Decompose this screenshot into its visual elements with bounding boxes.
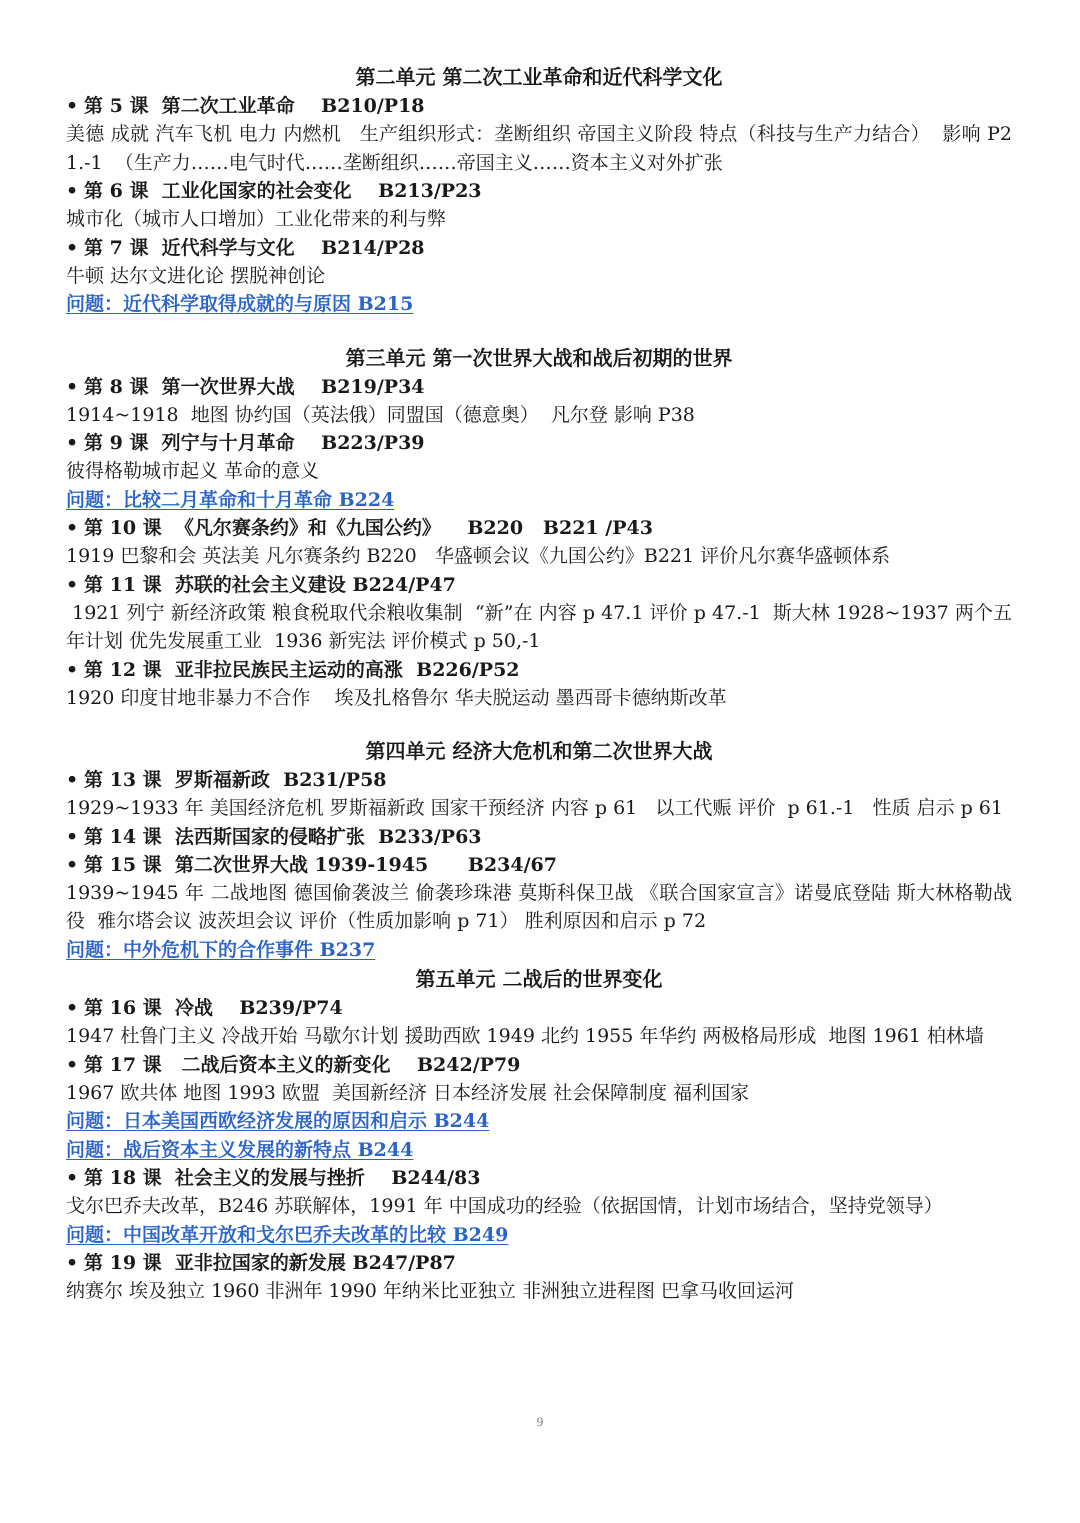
bullet-icon: • xyxy=(66,825,79,848)
lesson-heading xyxy=(66,1249,1012,1277)
bullet-icon: • xyxy=(66,997,79,1019)
lesson-heading xyxy=(66,514,1012,542)
lesson-title: 第 17 课 二战后资本主义的新变化 B242/P79 xyxy=(84,1053,521,1076)
unit-spacer xyxy=(66,712,1012,736)
unit-spacer xyxy=(66,319,1012,343)
question-link[interactable]: 问题：比较二月革命和十月革命 B224 xyxy=(66,488,395,511)
unit-section xyxy=(66,62,1012,319)
question-link[interactable]: 问题：日本美国西欧经济发展的原因和启示 B244 xyxy=(66,1110,490,1132)
unit-title: 第五单元 二战后的世界变化 xyxy=(415,967,663,991)
lesson-notes: 1914~1918 地图 协约国（英法俄）同盟国（德意奥） 凡尔登 影响 P38 xyxy=(66,403,695,426)
unit-title: 第四单元 经济大危机和第二次世界大战 xyxy=(365,739,713,763)
bullet-icon: • xyxy=(66,573,79,596)
bullet-icon: • xyxy=(66,1252,79,1274)
lesson-notes: 纳赛尔 埃及独立 1960 非洲年 1990 年纳米比亚独立 非洲独立进程图 巴拿马收回运河 xyxy=(66,1280,794,1302)
lesson-title: 第 11 课 苏联的社会主义建设 B224/P47 xyxy=(84,573,456,596)
lesson-title: 第 5 课 第二次工业革命 B210/P18 xyxy=(84,95,425,117)
bullet-icon: • xyxy=(66,375,79,398)
lesson-heading xyxy=(66,234,1012,262)
lesson-title: 第 7 课 近代科学与文化 B214/P28 xyxy=(84,236,425,259)
bullet-icon: • xyxy=(66,769,79,791)
lesson-title: 第 16 课 冷战 B239/P74 xyxy=(84,997,343,1019)
lesson-title: 第 19 课 亚非拉国家的新发展 B247/P87 xyxy=(84,1252,456,1274)
page-number: 9 xyxy=(536,1414,544,1429)
lesson-title: 第 18 课 社会主义的发展与挫折 B244/83 xyxy=(84,1167,481,1189)
lesson-title: 第 14 课 法西斯国家的侵略扩张 B233/P63 xyxy=(84,825,482,848)
lesson-heading xyxy=(66,177,1012,205)
lesson-notes: 美德 成就 汽车飞机 电力 内燃机 生产组织形式：垄断组织 帝国主义阶段 特点（科技与生产力结合） 影响 P21.-1 （生产力……电气时代……垄断组织……帝国主义……资本主义对外扩张 xyxy=(66,123,1012,174)
lesson-title: 第 6 课 工业化国家的社会变化 B213/P23 xyxy=(84,180,482,202)
unit-section xyxy=(66,736,1012,964)
lesson-notes: 牛顿 达尔文进化论 摆脱神创论 xyxy=(66,264,326,287)
bullet-icon: • xyxy=(66,236,79,259)
lesson-notes: 戈尔巴乔夫改革，B246 苏联解体，1991 年 中国成功的经验（依据国情，计划市场结合，坚持党领导） xyxy=(66,1195,943,1217)
unit-title: 第二单元 第二次工业革命和近代科学文化 xyxy=(355,65,723,89)
lesson-notes: 彼得格勒城市起义 革命的意义 xyxy=(66,460,320,482)
unit-section xyxy=(66,343,1012,713)
question-link[interactable]: 问题：中国改革开放和戈尔巴乔夫改革的比较 B249 xyxy=(66,1223,509,1246)
question-link[interactable]: 问题：近代科学取得成就的与原因 B215 xyxy=(66,293,414,315)
lesson-notes: 1921 列宁 新经济政策 粮食税取代余粮收集制 “新”在 内容 p 47.1 评价 p 47.-1 斯大林 1928~1937 两个五年计划 优先发展重工业 1936 新宪法 评价模式 p 50,-1 xyxy=(66,601,1013,652)
lesson-heading xyxy=(66,429,1012,457)
lesson-notes: 城市化（城市人口增加）工业化带来的利与弊 xyxy=(66,208,447,230)
question-line xyxy=(66,936,1012,965)
lesson-title: 第 8 课 第一次世界大战 B219/P34 xyxy=(84,375,425,398)
lesson-heading xyxy=(66,92,1012,120)
bullet-icon: • xyxy=(66,517,79,539)
question-line xyxy=(66,1221,1012,1250)
bullet-icon: • xyxy=(66,853,79,876)
lesson-heading xyxy=(66,1051,1012,1079)
unit-title: 第三单元 第一次世界大战和战后初期的世界 xyxy=(345,345,733,370)
lesson-heading xyxy=(66,571,1012,599)
lesson-notes: 1919 巴黎和会 英法美 凡尔赛条约 B220 华盛顿会议《九国公约》B221 评价凡尔赛华盛顿体系 xyxy=(66,545,891,567)
unit-section xyxy=(66,964,1012,1306)
lesson-notes: 1939~1945 年 二战地图 德国偷袭波兰 偷袭珍珠港 莫斯科保卫战 《联合国家宣言》诺曼底登陆 斯大林格勒战役 雅尔塔会议 波茨坦会议 评价（性质加影响 p 71） 胜利原因和启示 p 72 xyxy=(66,881,1012,932)
question-line xyxy=(66,1136,1012,1165)
bullet-icon: • xyxy=(66,180,79,202)
lesson-heading xyxy=(66,823,1012,851)
document-body xyxy=(66,62,1012,1306)
question-line xyxy=(66,1107,1012,1136)
lesson-heading xyxy=(66,1164,1012,1192)
question-link[interactable]: 问题：战后资本主义发展的新特点 B244 xyxy=(66,1138,414,1161)
lesson-notes: 1920 印度甘地非暴力不合作 埃及扎格鲁尔 华夫脱运动 墨西哥卡德纳斯改革 xyxy=(66,686,727,709)
lesson-notes: 1929~1933 年 美国经济危机 罗斯福新政 国家干预经济 内容 p 61 以工代赈 评价 p 61.-1 性质 启示 p 61 xyxy=(66,797,1003,819)
lesson-notes: 1947 杜鲁门主义 冷战开始 马歇尔计划 援助西欧 1949 北约 1955 年华约 两极格局形成 地图 1961 柏林墙 xyxy=(66,1025,984,1047)
lesson-title: 第 13 课 罗斯福新政 B231/P58 xyxy=(84,769,387,791)
question-line xyxy=(66,486,1012,515)
bullet-icon: • xyxy=(66,1167,79,1189)
bullet-icon: • xyxy=(66,95,79,117)
lesson-heading xyxy=(66,851,1012,879)
question-line xyxy=(66,290,1012,319)
bullet-icon: • xyxy=(66,432,79,454)
lesson-title: 第 9 课 列宁与十月革命 B223/P39 xyxy=(84,432,425,454)
lesson-heading xyxy=(66,994,1012,1022)
lesson-notes: 1967 欧共体 地图 1993 欧盟 美国新经济 日本经济发展 社会保障制度 福利国家 xyxy=(66,1081,750,1104)
lesson-title: 第 10 课 《凡尔赛条约》和《九国公约》 B220 B221 /P43 xyxy=(84,517,653,539)
lesson-title: 第 12 课 亚非拉民族民主运动的高涨 B226/P52 xyxy=(84,658,520,681)
lesson-heading xyxy=(66,766,1012,794)
lesson-title: 第 15 课 第二次世界大战 1939-1945 B234/67 xyxy=(84,853,557,876)
bullet-icon: • xyxy=(66,658,79,681)
bullet-icon: • xyxy=(66,1053,79,1076)
question-link[interactable]: 问题：中外危机下的合作事件 B237 xyxy=(66,938,376,961)
lesson-heading xyxy=(66,656,1012,684)
lesson-heading xyxy=(66,373,1012,401)
